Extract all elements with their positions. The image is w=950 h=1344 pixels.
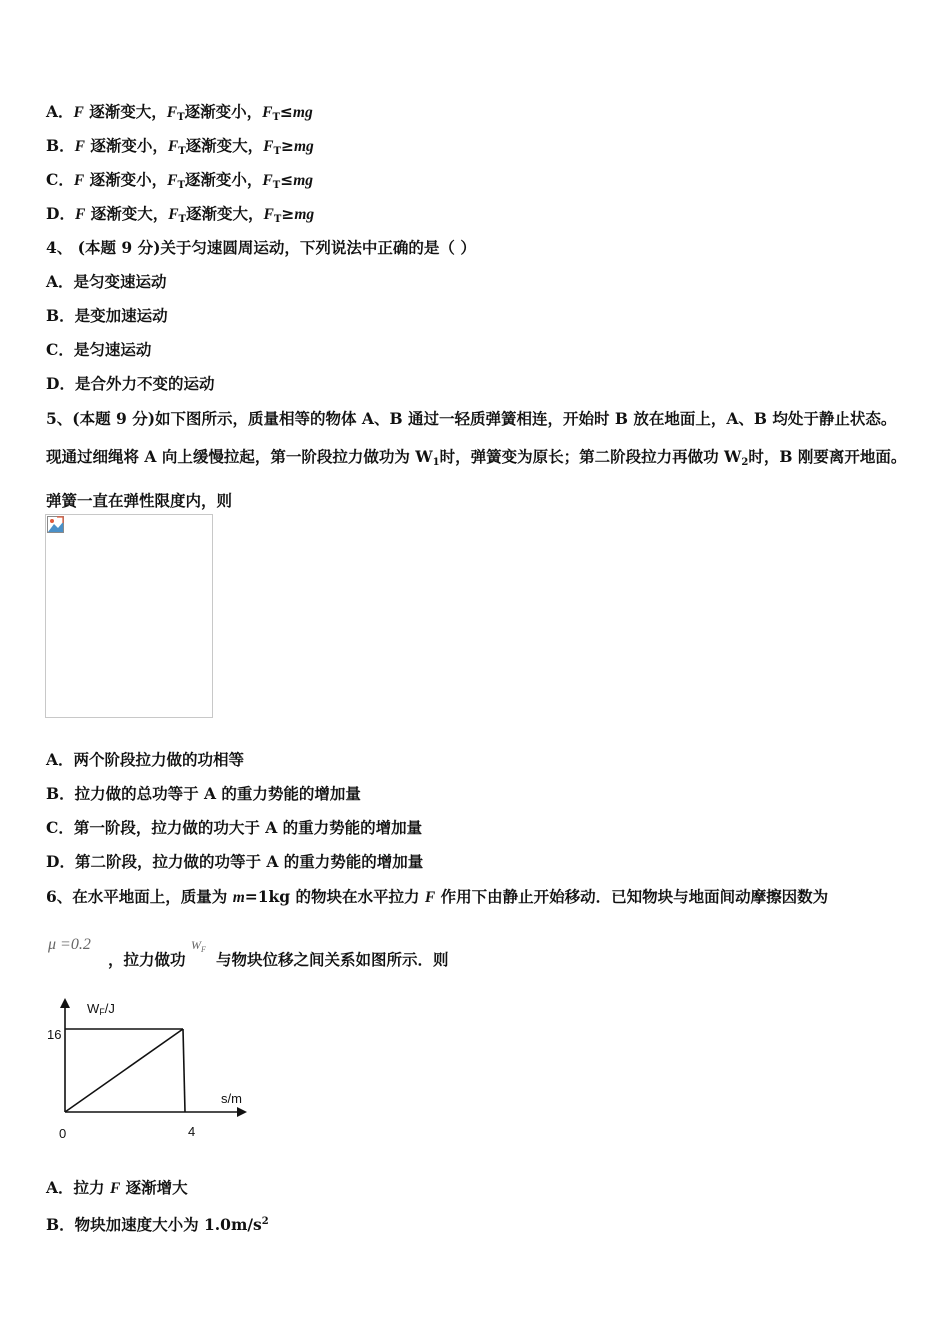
wf-vs-s-graph (40, 994, 260, 1144)
q5-option-d: D．第二阶段，拉力做的功等于 A 的重力势能的增加量 (46, 852, 424, 871)
q4-option-a: A．是匀变速运动 (46, 272, 167, 291)
q6-option-b: B．物块加速度大小为 $1.0m/s^2$ (46, 1215, 269, 1234)
q4-option-c: C．是匀速运动 (46, 340, 152, 359)
mu-value: μ =0.2 (48, 936, 91, 953)
q5-stem: 5、(本题 9 分)如下图所示，质量相等的物体 A、B 通过一轻质弹簧相连，开始时 B 放在地面上，A、B 均处于静止状态。现通过细绳将 A 向上缓慢拉起，第一阶段拉力做功为 $W_1$时，弹簧变为原长；第二阶段拉力再做功 $W_2$时，B 刚要离开地面。弹簧一直在弹性限度内，则 (46, 409, 907, 510)
q3-option-b: B．F 逐渐变小，$F_T$逐渐变大，$F_T\ge mg$ (46, 136, 314, 157)
x-tick-4: 4 (188, 1124, 196, 1139)
y-tick-16: 16 (47, 1027, 62, 1042)
q6-stem-line2a: ，拉力做功 (108, 950, 186, 969)
q3-option-a: A．F 逐渐变大，$F_T$逐渐变小，$F_T\le mg$ (46, 102, 313, 123)
q4-option-b: B．是变加速运动 (46, 306, 168, 325)
q3-option-c: C．F 逐渐变小，$F_T$逐渐变小，$F_T\le mg$ (46, 170, 314, 191)
q5-option-c: C．第一阶段，拉力做的功大于 A 的重力势能的增加量 (46, 818, 423, 837)
q4-stem: 4、 (本题 9 分)关于匀速圆周运动，下列说法中正确的是（ ） (46, 238, 476, 257)
y-axis-label: WF/J (87, 1001, 115, 1017)
q6-option-a: A．拉力 F 逐渐增大 (46, 1178, 188, 1197)
figure-placeholder (45, 514, 213, 718)
y-axis-arrow (60, 998, 70, 1008)
x4-guide-line (183, 1029, 185, 1112)
q4-option-d: D．是合外力不变的运动 (46, 374, 215, 393)
wf-symbol: $W_F$ (191, 938, 206, 954)
wf-data-line (65, 1029, 183, 1112)
origin-label: 0 (59, 1126, 67, 1141)
q5-option-a: A．两个阶段拉力做的功相等 (46, 750, 245, 769)
q6-stem-line2b: 与物块位移之间关系如图所示．则 (216, 950, 449, 969)
q5-option-b: B．拉力做的总功等于 A 的重力势能的增加量 (46, 784, 361, 803)
broken-image-icon (47, 516, 64, 533)
q6-stem-line1: 6、在水平地面上，质量为 m=1kg 的物块在水平拉力 F 作用下由静止开始移动．已知物块与地面间动摩擦因数为 (46, 887, 829, 906)
q3-option-d: D．F 逐渐变大，$F_T$逐渐变大，$F_T\ge mg$ (46, 204, 315, 225)
x-axis-label: s/m (221, 1091, 242, 1106)
x-axis-arrow (237, 1107, 247, 1117)
